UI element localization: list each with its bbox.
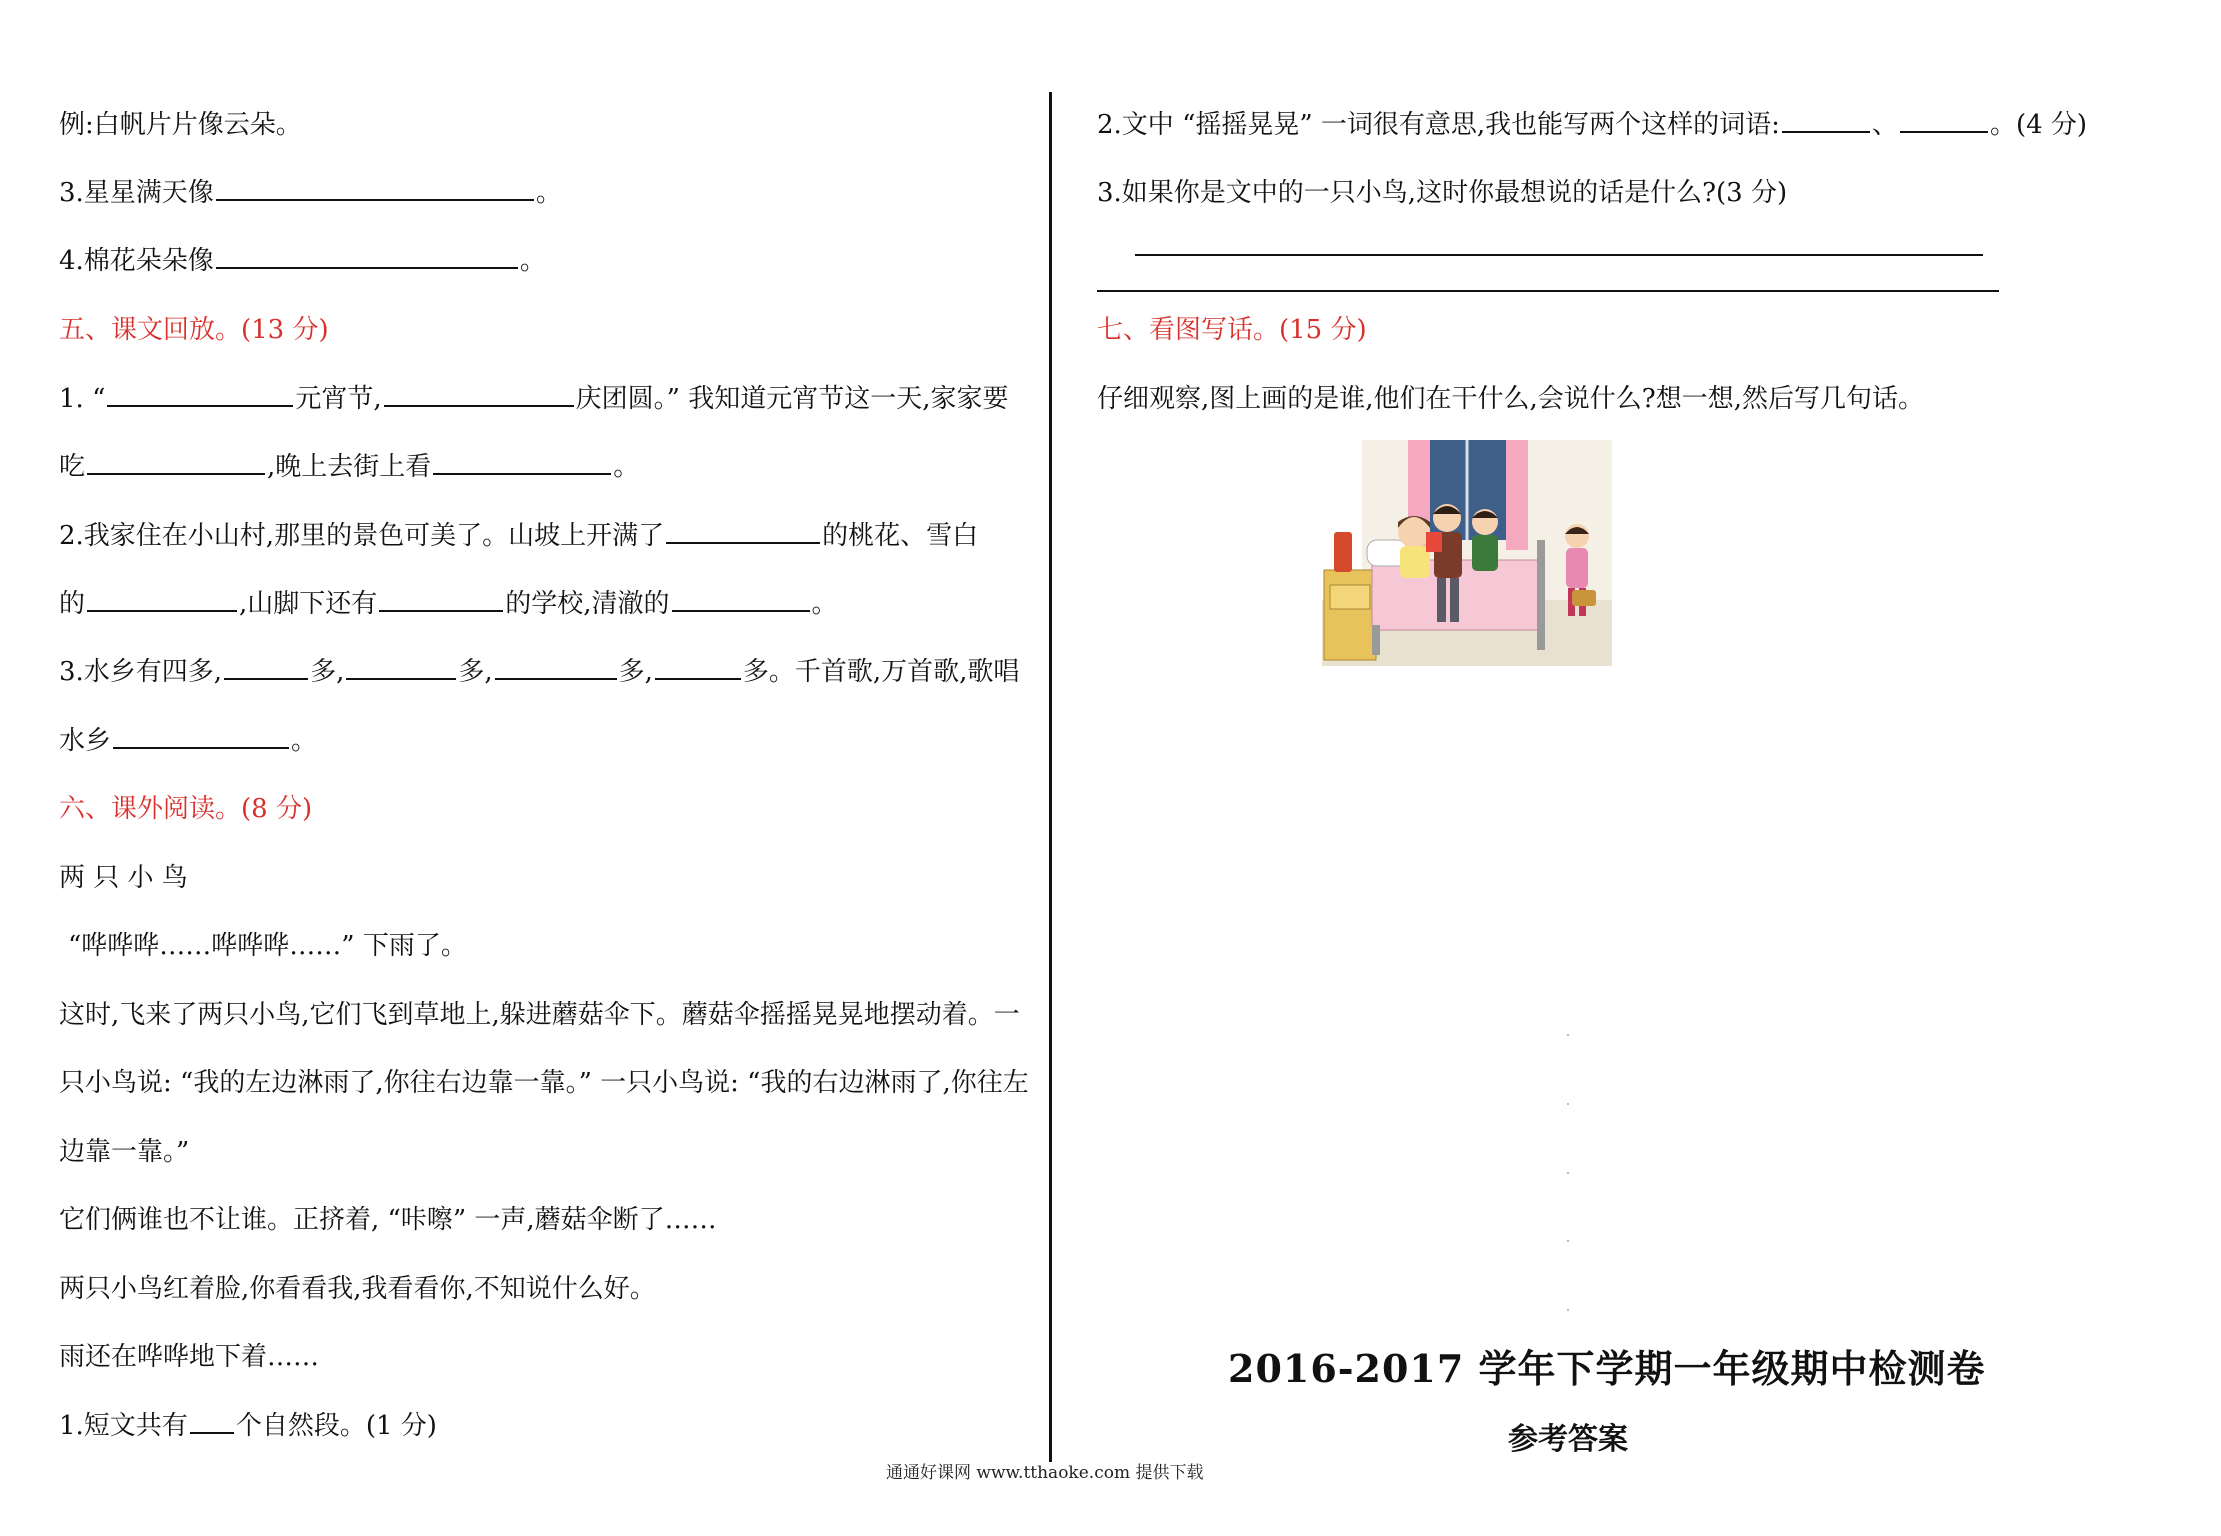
text: 元宵节, [295,384,382,414]
text: 1.短文共有 [59,1411,188,1441]
text: 、 [1871,110,1898,140]
faint-dot [1567,1034,1569,1036]
answer-blank[interactable] [672,588,810,612]
faint-dot [1567,1240,1569,1242]
reading-question-1 [59,1409,437,1443]
section-5-title: 五、课文回放。(13 分) [59,315,329,345]
answer-blank[interactable] [216,177,534,201]
exam-title: 2016-2017 学年下学期一年级期中检测卷 [1228,1346,1986,1391]
section-7-title: 七、看图写话。(15 分) [1097,315,1367,345]
section-7-instructions: 仔细观察,图上画的是谁,他们在干什么,会说什么?想一想,然后写几句话。 [1097,384,1924,414]
answer-blank[interactable] [666,520,820,544]
faint-dot [1567,1172,1569,1174]
s5-question-1-line-2 [59,450,639,484]
answer-blank[interactable] [384,383,574,407]
reading-question-2 [1097,108,2087,142]
period: 。 [519,246,546,276]
answer-blank[interactable] [224,656,308,680]
period: 。 [291,726,318,756]
answer-blank[interactable] [346,656,456,680]
question-4-cotton [59,244,546,278]
answer-blank[interactable] [379,588,503,612]
s5-question-3-line-2 [59,724,317,758]
story-paragraph-5: 雨还在哗哗地下着…… [59,1342,320,1372]
answer-blank[interactable] [216,245,518,269]
answer-key-title: 参考答案 [1508,1422,1628,1457]
answer-blank[interactable] [87,451,265,475]
section-6-title: 六、课外阅读。(8 分) [59,794,313,824]
story-paragraph-2b: 只小鸟说: “我的左边淋雨了,你往右边靠一靠。” 一只小鸟说: “我的右边淋雨了,你往左 [59,1068,1029,1098]
text: 的 [59,589,86,619]
s5-question-1-line-1 [59,382,1008,416]
story-paragraph-2c: 边靠一靠。” [59,1137,190,1167]
text: 1. “ [59,384,106,414]
text: 2.文中 “摇摇晃晃” 一词很有意思,我也能写两个这样的词语: [1097,110,1780,140]
q4-label: 4.棉花朵朵像 [59,246,214,276]
column-divider [1049,92,1052,1462]
story-paragraph-4: 两只小鸟红着脸,你看看我,我看看你,不知说什么好。 [59,1274,656,1304]
story-paragraph-1: “哗哗哗……哗哗哗……” 下雨了。 [68,931,467,961]
text: 2.我家住在小山村,那里的景色可美了。山坡上开满了 [59,521,665,551]
s5-question-2-line-2 [59,587,838,621]
text: 个自然段。(1 分) [235,1411,437,1441]
answer-line-1[interactable] [1135,254,1983,256]
text: 多, [310,657,345,687]
answer-blank[interactable] [495,656,617,680]
text: 多, [618,657,653,687]
text: 3.水乡有四多, [59,657,223,687]
text: 庆团圆。” 我知道元宵节这一天,家家要 [575,384,1009,414]
period: 。 [613,452,640,482]
answer-blank[interactable] [655,656,741,680]
footer-credit: 通通好课网 www.tthaoke.com 提供下载 [886,1463,1204,1483]
story-paragraph-2a: 这时,飞来了两只小鸟,它们飞到草地上,躲进蘑菇伞下。蘑菇伞摇摇晃晃地摆动着。一 [59,1000,1020,1030]
answer-blank[interactable] [433,451,611,475]
text: 吃 [59,452,86,482]
s5-question-2-line-1 [59,519,978,553]
example-line: 例:白帆片片像云朵。 [59,110,302,140]
text: 。(4 分) [1989,110,2088,140]
answer-blank[interactable] [107,383,293,407]
faint-dot [1567,1309,1569,1311]
answer-blank[interactable] [113,725,289,749]
answer-line-2[interactable] [1097,290,1999,292]
visit-illustration [1322,440,1612,666]
text: 的学校,清澈的 [505,589,670,619]
story-title: 两 只 小 鸟 [59,863,188,893]
reading-question-3: 3.如果你是文中的一只小鸟,这时你最想说的话是什么?(3 分) [1097,178,1788,208]
period: 。 [535,178,562,208]
answer-blank[interactable] [1900,109,1988,133]
text: ,晚上去街上看 [267,452,432,482]
text: 多, [458,657,493,687]
answer-blank[interactable] [87,588,237,612]
period: 。 [811,589,838,619]
text: 的桃花、雪白 [822,521,979,551]
q3-label: 3.星星满天像 [59,178,214,208]
s5-question-3-line-1 [59,655,1019,689]
faint-dot [1567,1103,1569,1105]
text: 多。千首歌,万首歌,歌唱 [742,657,1020,687]
answer-blank[interactable] [1782,109,1870,133]
text: ,山脚下还有 [239,589,378,619]
story-paragraph-3: 它们俩谁也不让谁。正挤着, “咔嚓” 一声,蘑菇伞断了…… [59,1205,717,1235]
answer-blank[interactable] [190,1410,234,1434]
text: 水乡 [59,726,112,756]
question-3-stars [59,176,562,210]
